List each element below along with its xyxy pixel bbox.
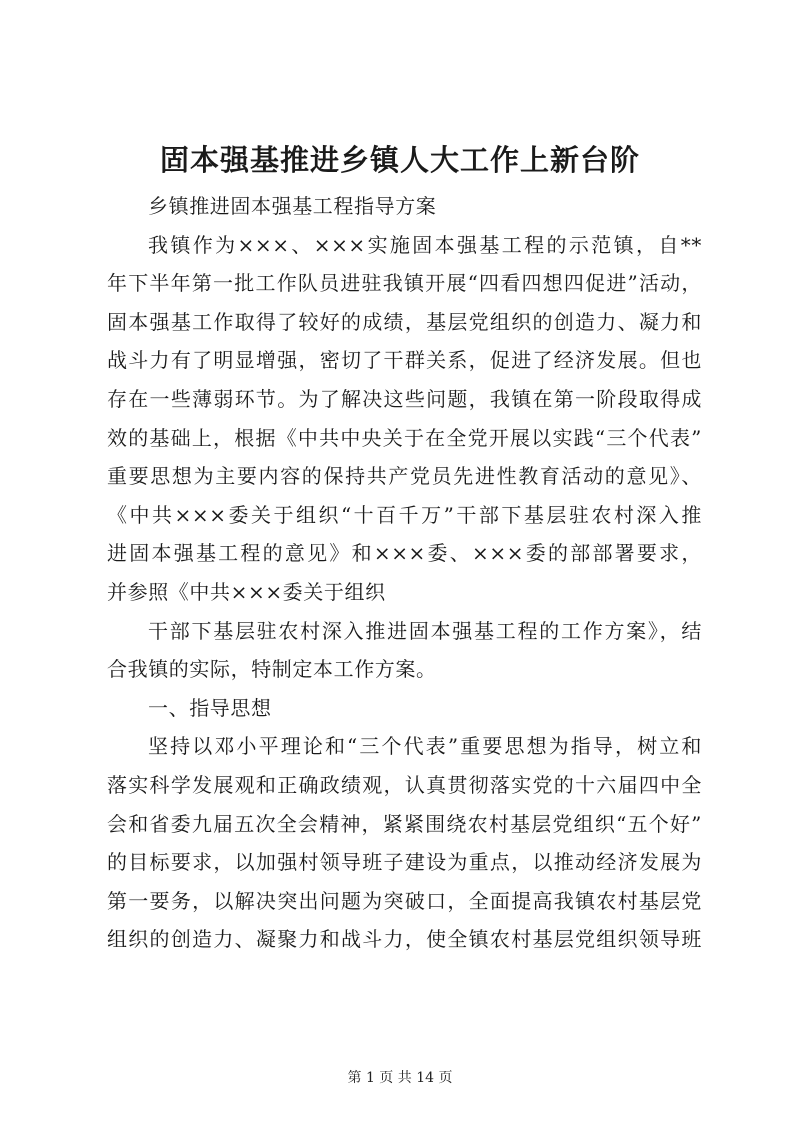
page-number-footer: 第 1 页 共 14 页	[347, 1070, 453, 1086]
paragraph-line: 坚持以邓小平理论和“三个代表”重要思想为指导，树立和	[148, 734, 702, 759]
paragraph-line: 固本强基工作取得了较好的成绩，基层党组织的创造力、凝力和	[107, 309, 702, 334]
paragraph-line: 进固本强基工程的意见》和×××委、×××委的部部署要求，	[107, 541, 702, 566]
paragraph-line: 并参照《中共×××委关于组织	[107, 579, 386, 604]
paragraph-line: 效的基础上，根据《中共中央关于在全党开展以实践“三个代表”	[107, 425, 702, 450]
document-title: 固本强基推进乡镇人大工作上新台阶	[159, 143, 640, 177]
document-body	[107, 187, 702, 959]
section-heading: 一、指导思想	[148, 695, 272, 720]
paragraph-line: 干部下基层驻农村深入推进固本强基工程的工作方案》，结	[148, 618, 702, 643]
document-subtitle	[107, 187, 702, 226]
paragraph-line: 存在一些薄弱环节。为了解决这些问题，我镇在第一阶段取得成	[107, 386, 702, 411]
paragraph-line: 合我镇的实际，特制定本工作方案。	[107, 657, 437, 682]
paragraph-line: 组织的创造力、凝聚力和战斗力，使全镇农村基层党组织领导班	[107, 927, 702, 952]
paragraph-line: 的目标要求，以加强村领导班子建设为重点，以推动经济发展为	[107, 850, 702, 875]
paragraph-line: 第一要务，以解决突出问题为突破口，全面提高我镇农村基层党	[107, 888, 702, 913]
paragraph-line: 重要思想为主要内容的保持共产党员先进性教育活动的意见》、	[107, 464, 702, 489]
paragraph-guiding-ideology	[107, 727, 702, 959]
paragraph-continuation	[107, 612, 702, 689]
paragraph-line: 年下半年第一批工作队员进驻我镇开展“四看四想四促进”活动，	[107, 271, 702, 296]
paragraph-line: 《中共×××委关于组织“十百千万”干部下基层驻农村深入推	[107, 502, 702, 527]
paragraph-line: 会和省委九届五次全会精神，紧紧围绕农村基层党组织“五个好”	[107, 811, 702, 836]
subtitle-line: 乡镇推进固本强基工程指导方案	[148, 194, 437, 218]
paragraph-line: 落实科学发展观和正确政绩观，认真贯彻落实党的十六届四中全	[107, 772, 702, 797]
paragraph-intro	[107, 226, 702, 612]
paragraph-line: 战斗力有了明显增强，密切了干群关系，促进了经济发展。但也	[107, 348, 702, 373]
section-heading-guiding-ideology	[107, 689, 702, 728]
paragraph-line: 我镇作为×××、×××实施固本强基工程的示范镇，自**	[148, 232, 702, 257]
